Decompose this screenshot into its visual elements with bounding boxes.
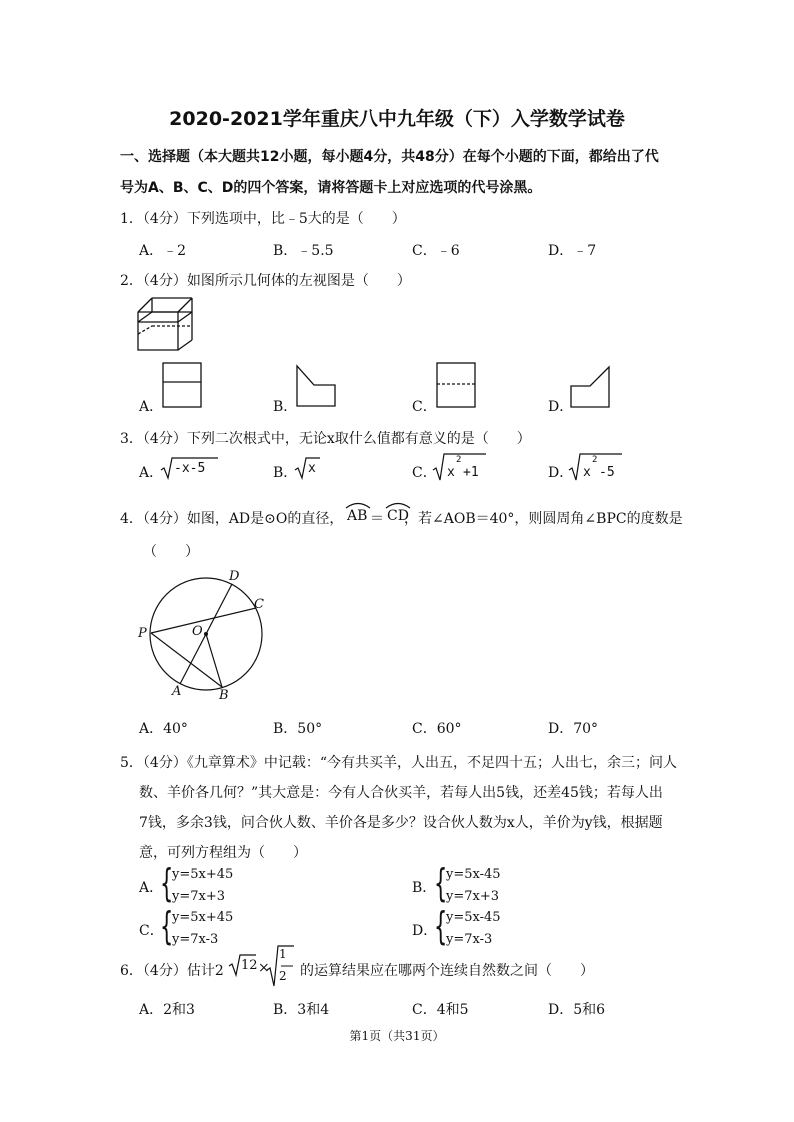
- q4-arc-ab: AB: [347, 508, 368, 524]
- q3-option-a-label: A．: [139, 465, 164, 481]
- question-5-line3: 7钱，多余3钱，问合伙人数、羊价各是多少？设合伙人数为x人，羊价为y钱，根据题: [139, 815, 663, 831]
- q4-point-c: C: [254, 597, 264, 612]
- q4-point-a: A: [172, 684, 182, 699]
- question-4-stem-end: ，若∠AOB＝40°，则圆周角∠BPC的度数是: [404, 511, 683, 527]
- q4-option-c: C．60°: [412, 721, 462, 737]
- question-4-stem-paren: （ ）: [143, 544, 199, 560]
- q3-option-d-radicand-base: x: [583, 465, 591, 480]
- q6-frac-denominator: 2: [279, 969, 287, 983]
- q6-frac-numerator: 1: [279, 947, 287, 961]
- q2-option-b-label: B．: [273, 399, 298, 415]
- question-1-stem: 1．（4分）下列选项中，比﹣5大的是（ ）: [120, 211, 406, 227]
- page-title: 2020-2021学年重庆八中九年级（下）入学数学试卷: [169, 108, 625, 130]
- q5-option-d-eq1: y=5x-45: [446, 910, 501, 925]
- q3-option-c-radicand-rest: +1: [463, 465, 479, 480]
- q1-option-b: B．﹣5.5: [273, 243, 334, 259]
- q5-option-b-eq2: y=7x+3: [446, 889, 500, 904]
- section-header-line1: 一、选择题（本大题共12小题，每小题4分，共48分）在每个小题的下面，都给出了代: [120, 149, 659, 165]
- q6-times: ×: [258, 960, 270, 976]
- q4-point-p: P: [138, 626, 147, 641]
- q5-option-a-system: [172, 864, 233, 908]
- q5-option-b-eq1: y=5x-45: [446, 867, 501, 882]
- q3-option-d-exponent: 2: [592, 455, 598, 465]
- q3-option-c-exponent: 2: [456, 455, 462, 465]
- q5-option-a-brace: {: [160, 861, 174, 905]
- question-4-stem-start: 4．（4分）如图，AD是⊙O的直径，: [120, 511, 344, 527]
- q6-option-c: C．4和5: [412, 1002, 469, 1018]
- q2-option-d-figure: [570, 366, 610, 408]
- q2-option-d-label: D．: [548, 399, 574, 415]
- q4-option-b: B．50°: [273, 721, 323, 737]
- q5-option-c-eq2: y=7x-3: [172, 932, 219, 947]
- page-footer: 第1页（共31页）: [349, 1029, 445, 1043]
- q5-option-a-label: A．: [139, 880, 164, 896]
- q3-option-c-label: C．: [412, 465, 437, 481]
- q3-option-b-label: B．: [273, 465, 298, 481]
- q5-option-d-eq2: y=7x-3: [446, 932, 493, 947]
- q3-option-d-radicand-rest: -5: [599, 465, 615, 480]
- q3-option-c-radicand-base: x: [447, 465, 455, 480]
- q6-option-b: B．3和4: [273, 1002, 330, 1018]
- q2-option-c-figure: [436, 362, 476, 408]
- q5-option-c-brace: {: [160, 904, 174, 948]
- q2-option-a-figure: [162, 362, 202, 408]
- question-2-stem: 2．（4分）如图所示几何体的左视图是（ ）: [120, 273, 411, 289]
- q5-option-c-label: C．: [139, 923, 164, 939]
- q5-option-c-eq1: y=5x+45: [172, 910, 234, 925]
- q4-point-d: D: [229, 569, 240, 584]
- q5-option-c-system: [172, 907, 233, 951]
- q1-option-c: C．﹣6: [412, 243, 460, 259]
- q5-option-b-brace: {: [434, 861, 448, 905]
- q4-arc-cd: CD: [387, 508, 409, 524]
- q4-circle-figure: [136, 568, 276, 704]
- q5-option-a-eq2: y=7x+3: [172, 889, 226, 904]
- q4-point-b: B: [219, 688, 229, 703]
- question-5-line2: 数、羊价各几何？”其大意是：今有人合伙买羊，若每人出5钱，还差45钱；若每人出: [139, 785, 663, 801]
- q2-option-b-figure: [296, 365, 336, 407]
- question-5-line1: 5．（4分）《九章算术》中记载：“今有共买羊，人出五，不足四十五；人出七，余三；问人: [120, 755, 677, 771]
- q2-option-a-label: A．: [139, 399, 164, 415]
- q5-option-b-label: B．: [412, 880, 437, 896]
- q4-equals: ＝: [370, 511, 384, 527]
- q2-option-c-label: C．: [412, 399, 437, 415]
- q4-option-a: A．40°: [139, 721, 188, 737]
- q5-option-b-system: [446, 864, 501, 908]
- q6-radicand-12: 12: [241, 958, 258, 973]
- q3-option-a-radicand: -x-5: [174, 461, 206, 476]
- question-5-line4: 意，可列方程组为（ ）: [139, 845, 307, 861]
- q3-option-b-radicand: x: [308, 461, 316, 476]
- question-6-stem-end: 的运算结果应在哪两个连续自然数之间（ ）: [300, 963, 594, 979]
- q6-option-a: A．2和3: [139, 1002, 195, 1018]
- q5-option-a-eq1: y=5x+45: [172, 867, 234, 882]
- q1-option-d: D．﹣7: [548, 243, 597, 259]
- question-6-stem-start: 6．（4分）估计2: [120, 963, 224, 979]
- q5-option-d-label: D．: [412, 923, 438, 939]
- q5-option-d-brace: {: [434, 904, 448, 948]
- q6-option-d: D．5和6: [548, 1002, 606, 1018]
- section-header-line2: 号为A、B、C、D的四个答案，请将答题卡上对应选项的代号涂黑。: [120, 180, 542, 196]
- q4-option-d: D．70°: [548, 721, 599, 737]
- q5-option-d-system: [446, 907, 501, 951]
- q2-solid-figure: [134, 292, 206, 354]
- question-3-stem: 3．（4分）下列二次根式中，无论x取什么值都有意义的是（ ）: [120, 431, 531, 447]
- q3-option-d-label: D．: [548, 465, 574, 481]
- q4-point-o: O: [192, 624, 203, 639]
- q1-option-a: A．﹣2: [139, 243, 187, 259]
